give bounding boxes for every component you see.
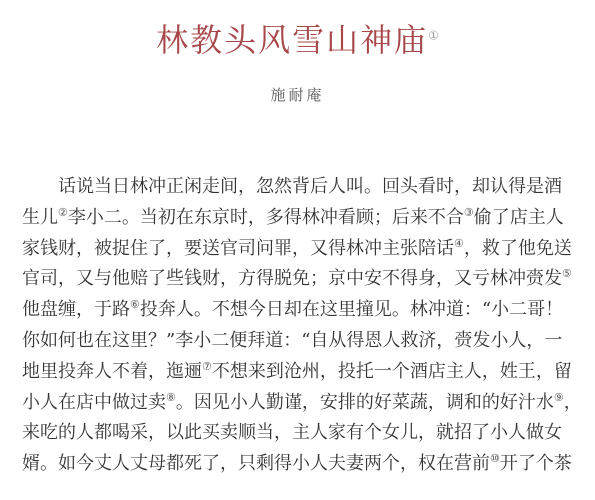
author-name: 施耐庵: [270, 86, 325, 104]
footnote-marker: ①: [428, 28, 439, 43]
footnote-marker: ②: [58, 205, 68, 219]
text-line: [22, 418, 578, 449]
text-segment: 偷了店主人: [473, 206, 564, 228]
text-segment: ，救了他免送: [463, 237, 572, 259]
text-segment: 官司，又与他赔了些钱财，方得脱免；京中安不得身，又亏林冲赍发: [22, 268, 562, 290]
text-line: [22, 295, 578, 326]
footnote-marker: ⑤: [562, 267, 572, 281]
text-line: [22, 264, 578, 295]
text-segment: 。因见小人勤谨，安排的好菜蔬，调和的好汁水: [175, 391, 554, 413]
text-segment: 小人在店中做过卖: [22, 391, 166, 413]
title-text: 林教头风雪山神庙: [156, 21, 429, 59]
text-line: [22, 326, 578, 357]
text-segment: 家钱财，被捉住了，要送官司问罪，又得林冲主张陪话: [22, 237, 454, 259]
text-line: [22, 357, 578, 388]
text-segment: 他盘缠，于路: [22, 299, 130, 321]
text-line: [22, 172, 578, 203]
text-segment: 李小二。当初在东京时，多得林冲看顾；后来不合: [67, 206, 464, 228]
text-line: [22, 388, 582, 419]
text-segment: 来吃的人都喝采，以此买卖顺当，主人家有个女儿，就招了小人做女: [22, 422, 562, 444]
text-segment: 地里投奔人不着，迤逦: [22, 360, 202, 382]
text-line: [22, 234, 578, 265]
body-text: [22, 172, 582, 480]
text-segment: 不想来到沧州，投托一个酒店主人，姓王，留: [211, 360, 572, 382]
text-segment: ，: [563, 391, 582, 413]
footnote-marker: ⑩: [490, 452, 500, 466]
footnote-marker: ④: [454, 236, 464, 250]
page-title: [0, 18, 595, 62]
footnote-marker: ③: [463, 205, 474, 219]
text-segment: 你如何也在这里？”李小二便拜道：“自从得恩人救济，赍发小人，一: [22, 329, 563, 351]
text-segment: 投奔人。不想今日却在这里撞见。林冲道：“小二哥！: [139, 299, 564, 321]
text-line: [22, 449, 578, 480]
text-segment: 话说当日林冲正闲走间，忽然背后人叫。回头看时，却认得是酒: [58, 176, 562, 197]
text-line: [22, 203, 578, 234]
text-segment: 开了个茶: [499, 453, 572, 475]
text-segment: 生儿: [22, 206, 58, 228]
footnote-marker: ⑥: [130, 298, 140, 312]
footnote-marker: ⑧: [166, 390, 176, 404]
footnote-marker: ⑦: [202, 359, 212, 373]
text-segment: 婿。如今丈人丈母都死了，只剩得小人夫妻两个，权在营前: [22, 453, 490, 475]
footnote-marker: ⑨: [553, 390, 564, 404]
